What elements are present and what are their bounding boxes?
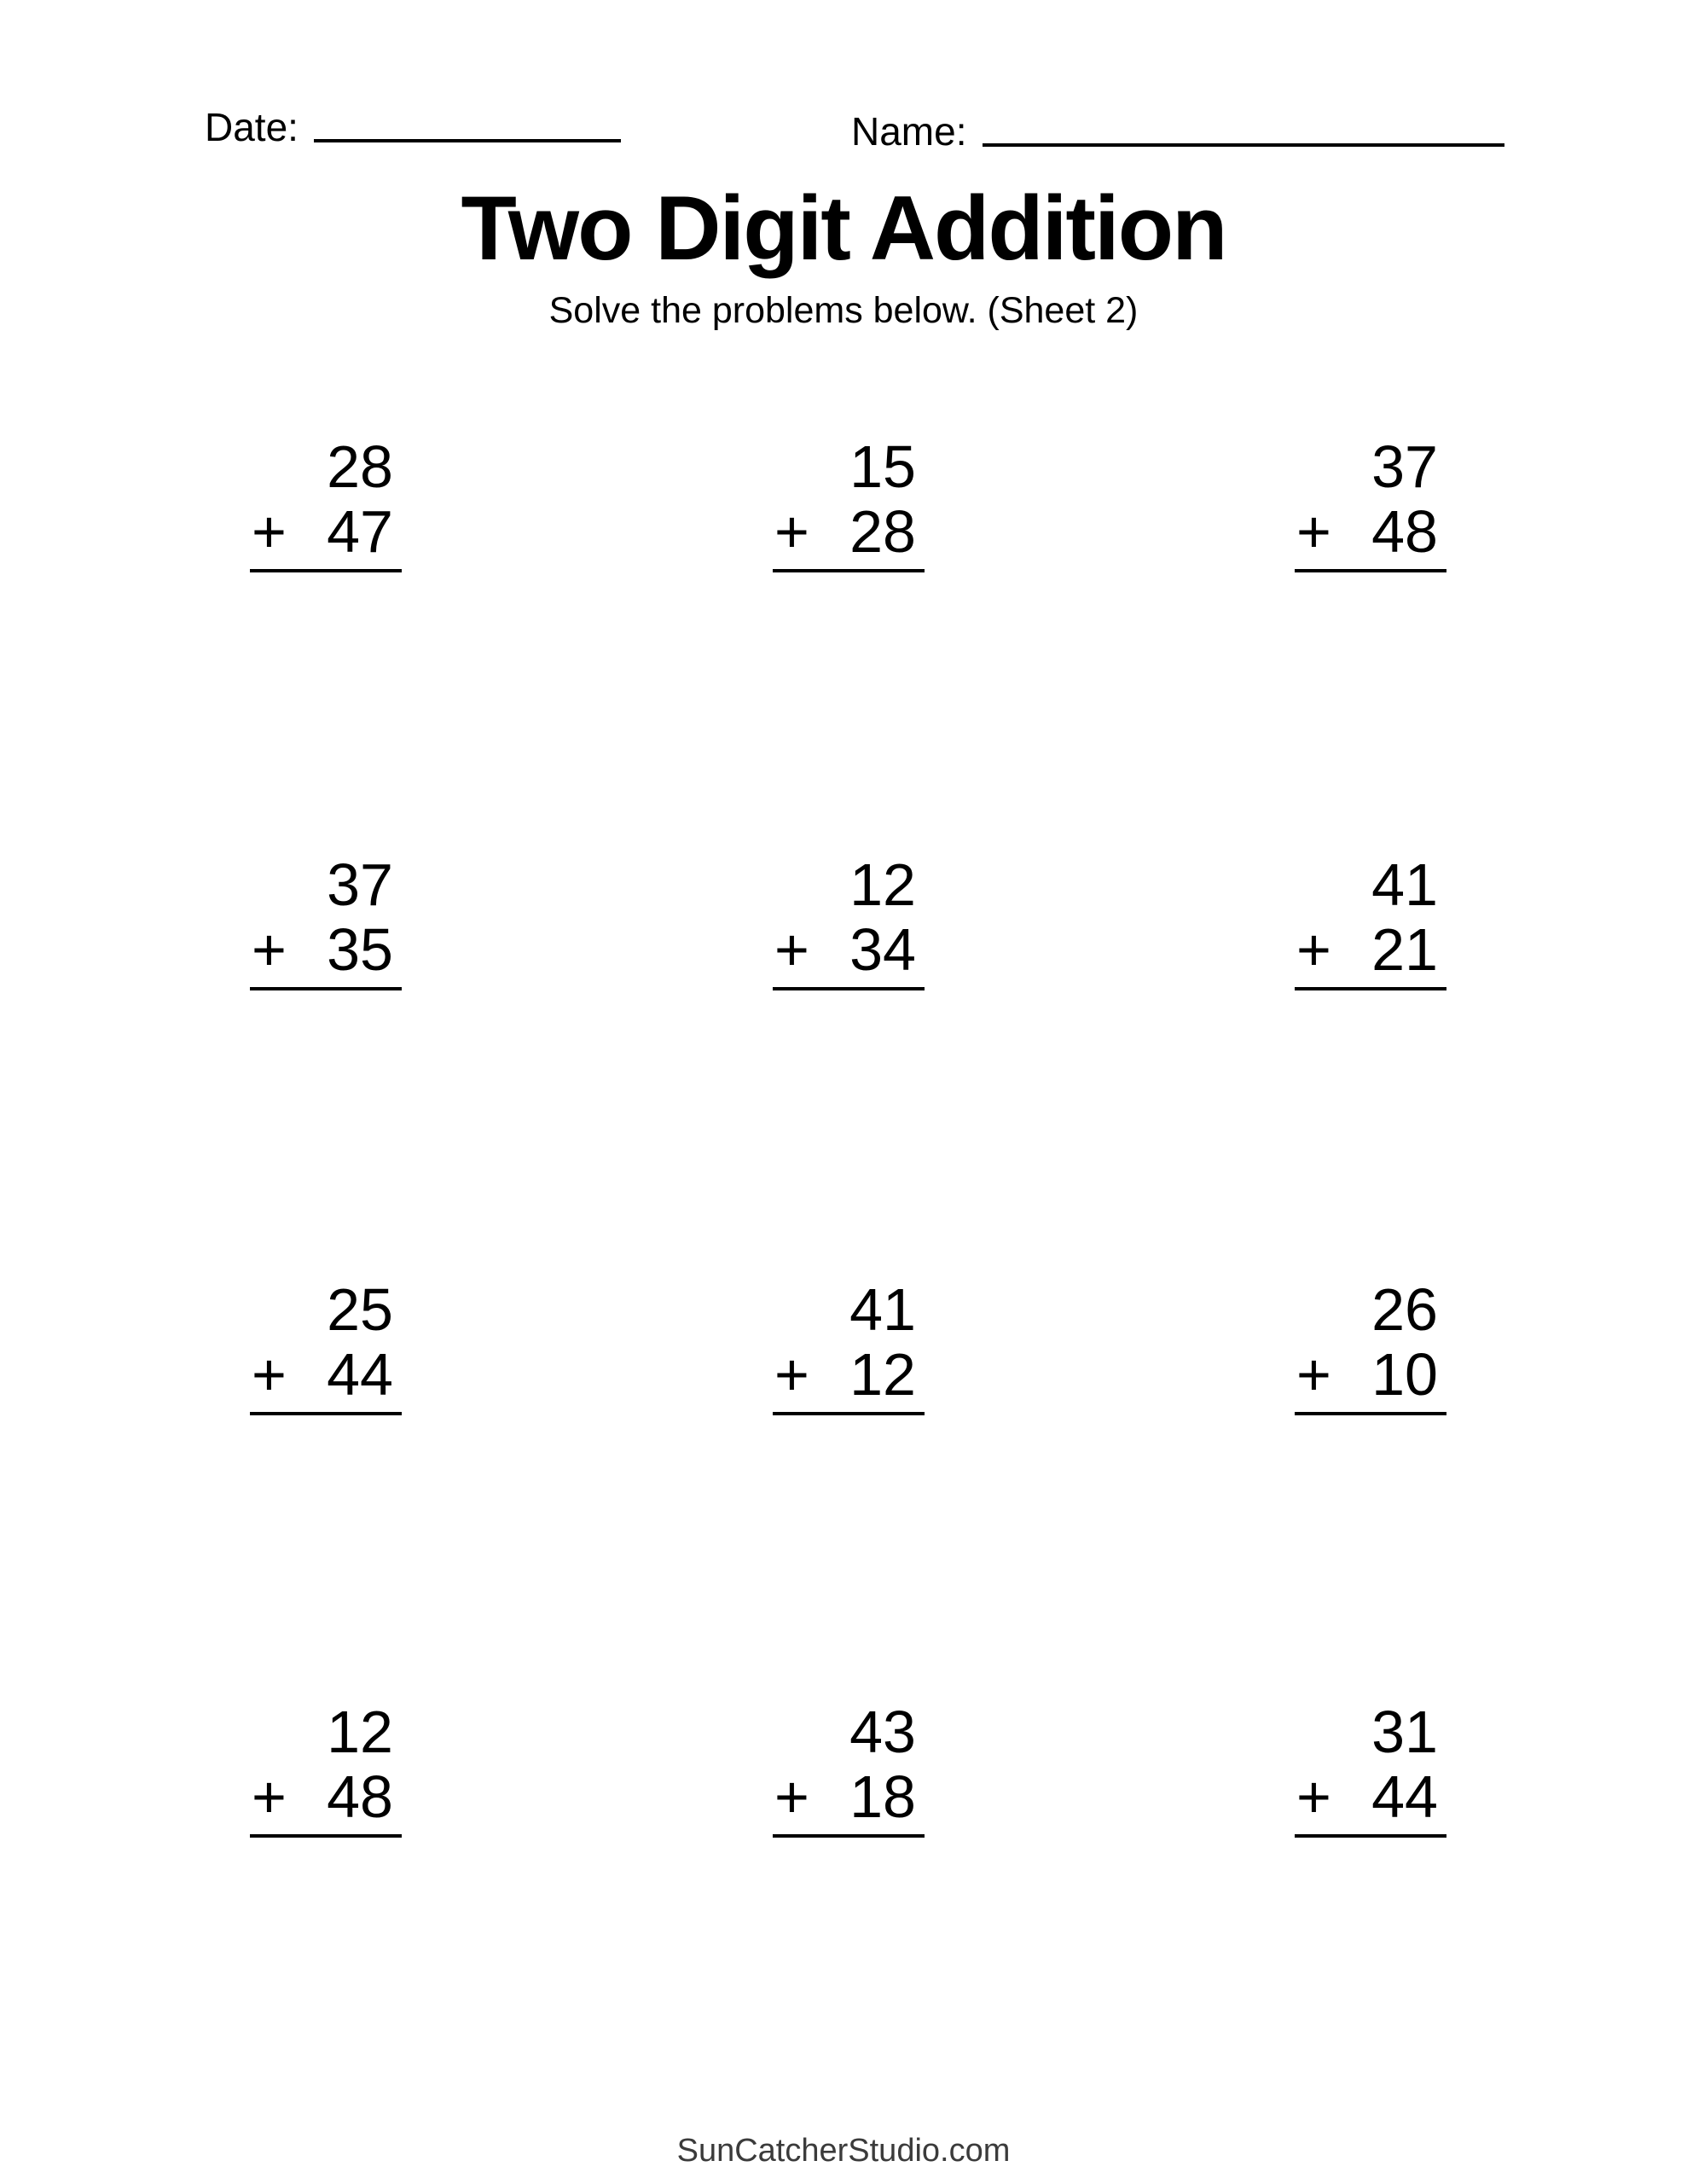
name-label: Name:	[851, 109, 967, 154]
top-addend: 37	[327, 851, 393, 918]
plus-operator: +	[774, 1341, 809, 1408]
plus-operator: +	[252, 498, 287, 565]
bottom-addend: 12	[849, 1341, 916, 1408]
bottom-addend: 47	[327, 498, 393, 565]
top-addend: 31	[1371, 1699, 1438, 1765]
addition-problem	[250, 852, 402, 990]
plus-operator: +	[1296, 1763, 1331, 1830]
plus-operator: +	[252, 1341, 287, 1408]
plus-operator: +	[1296, 498, 1331, 565]
top-addend: 12	[849, 851, 916, 918]
addition-problem	[773, 1699, 925, 1838]
bottom-addend: 35	[327, 916, 393, 983]
top-addend: 25	[327, 1276, 393, 1343]
plus-operator: +	[774, 498, 809, 565]
bottom-addend: 44	[1371, 1763, 1438, 1830]
plus-operator: +	[774, 1763, 809, 1830]
date-label: Date:	[205, 105, 299, 149]
top-addend: 41	[1371, 851, 1438, 918]
bottom-addend: 34	[849, 916, 916, 983]
addition-problem	[250, 1277, 402, 1415]
top-addend: 37	[1371, 433, 1438, 500]
plus-operator: +	[252, 1763, 287, 1830]
addition-problem	[250, 434, 402, 572]
bottom-addend: 48	[327, 1763, 393, 1830]
addition-problem	[773, 1277, 925, 1415]
top-addend: 41	[849, 1276, 916, 1343]
addition-problem	[1295, 434, 1446, 572]
bottom-addend: 18	[849, 1763, 916, 1830]
addition-problem	[250, 1699, 402, 1838]
top-addend: 43	[849, 1699, 916, 1765]
addition-problem	[773, 434, 925, 572]
top-addend: 15	[849, 433, 916, 500]
plus-operator: +	[774, 916, 809, 983]
bottom-addend: 21	[1371, 916, 1438, 983]
page-subtitle: Solve the problems below. (Sheet 2)	[548, 290, 1139, 331]
addition-problem	[1295, 1277, 1446, 1415]
addition-problem	[773, 852, 925, 990]
footer-credit: SunCatcherStudio.com	[676, 2133, 1011, 2169]
top-addend: 12	[327, 1699, 393, 1765]
addition-problem	[1295, 852, 1446, 990]
bottom-addend: 28	[849, 498, 916, 565]
plus-operator: +	[252, 916, 287, 983]
addition-problem	[1295, 1699, 1446, 1838]
bottom-addend: 48	[1371, 498, 1438, 565]
plus-operator: +	[1296, 1341, 1331, 1408]
top-addend: 28	[327, 433, 393, 500]
bottom-addend: 44	[327, 1341, 393, 1408]
plus-operator: +	[1296, 916, 1331, 983]
page-title: Two Digit Addition	[461, 177, 1226, 279]
top-addend: 26	[1371, 1276, 1438, 1343]
bottom-addend: 10	[1371, 1341, 1438, 1408]
